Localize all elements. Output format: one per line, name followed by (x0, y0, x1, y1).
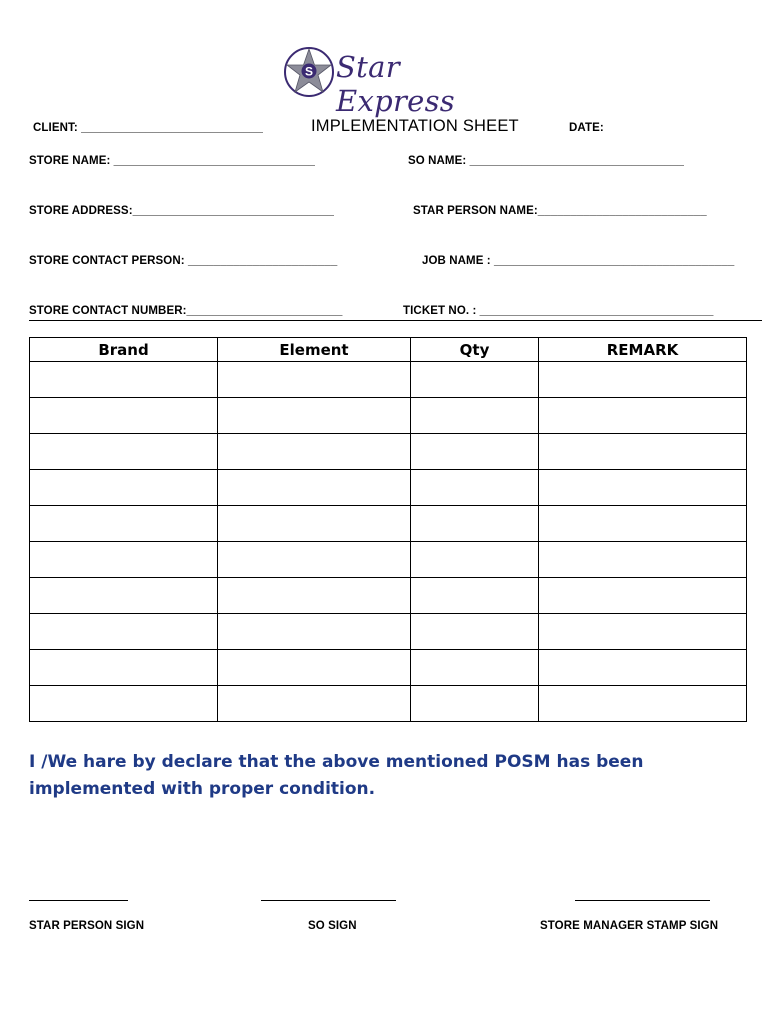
table-cell-remark[interactable] (539, 398, 747, 434)
logo-letter: S (304, 64, 314, 79)
table-cell-brand[interactable] (30, 362, 218, 398)
so-sign-label: SO SIGN (308, 920, 357, 932)
table-cell-qty[interactable] (411, 506, 539, 542)
table-cell-qty[interactable] (411, 686, 539, 722)
table-cell-remark[interactable] (539, 506, 747, 542)
table-cell-remark[interactable] (539, 686, 747, 722)
table-cell-element[interactable] (218, 398, 411, 434)
table-cell-brand[interactable] (30, 398, 218, 434)
table-row (30, 614, 747, 650)
implementation-table (29, 337, 747, 722)
store-name-field[interactable]: STORE NAME: _______________________________ (29, 155, 316, 167)
ticket-no-field[interactable]: TICKET NO. : ____________________________________ (403, 305, 714, 317)
table-cell-brand[interactable] (30, 470, 218, 506)
job-name-field[interactable]: JOB NAME : _____________________________________ (422, 255, 735, 267)
table-cell-remark[interactable] (539, 470, 747, 506)
table-cell-remark[interactable] (539, 542, 747, 578)
table-cell-qty[interactable] (411, 650, 539, 686)
so-name-field[interactable]: SO NAME: _________________________________ (408, 155, 684, 167)
table-cell-remark[interactable] (539, 434, 747, 470)
table-body (30, 362, 747, 722)
table-cell-brand[interactable] (30, 614, 218, 650)
table-cell-brand[interactable] (30, 650, 218, 686)
star-person-name-field[interactable]: STAR PERSON NAME:__________________________ (413, 205, 707, 217)
table-row (30, 686, 747, 722)
table-cell-qty[interactable] (411, 434, 539, 470)
table-cell-element[interactable] (218, 542, 411, 578)
client-field[interactable]: CLIENT: ____________________________ (33, 122, 263, 134)
table-cell-remark[interactable] (539, 362, 747, 398)
so-sign-line (261, 900, 396, 901)
star-express-logo (283, 46, 498, 118)
table-header-row (30, 338, 747, 362)
table-cell-brand[interactable] (30, 542, 218, 578)
table-cell-element[interactable] (218, 614, 411, 650)
table-row (30, 506, 747, 542)
table-row (30, 578, 747, 614)
table-cell-element[interactable] (218, 686, 411, 722)
column-header-element: Element (218, 338, 411, 362)
column-header-brand: Brand (30, 338, 218, 362)
table-cell-element[interactable] (218, 434, 411, 470)
table-row (30, 362, 747, 398)
column-header-remark: REMARK (539, 338, 747, 362)
column-header-qty: Qty (411, 338, 539, 362)
brand-name: Star Express (336, 50, 455, 118)
table-cell-element[interactable] (218, 650, 411, 686)
table-cell-qty[interactable] (411, 578, 539, 614)
table-cell-qty[interactable] (411, 398, 539, 434)
store-contact-person-field[interactable]: STORE CONTACT PERSON: _______________________ (29, 255, 338, 267)
table-cell-element[interactable] (218, 578, 411, 614)
store-address-field[interactable]: STORE ADDRESS:_______________________________ (29, 205, 335, 217)
table-cell-element[interactable] (218, 470, 411, 506)
declaration-text: I /We hare by declare that the above mentioned POSM has been implemented with proper condition. (29, 752, 644, 799)
table-cell-qty[interactable] (411, 362, 539, 398)
table-cell-element[interactable] (218, 506, 411, 542)
table-cell-qty[interactable] (411, 542, 539, 578)
star-person-sign-label: STAR PERSON SIGN (29, 920, 145, 932)
table-cell-remark[interactable] (539, 650, 747, 686)
star-logo-icon (283, 46, 335, 98)
table-cell-brand[interactable] (30, 578, 218, 614)
store-manager-sign-label: STORE MANAGER STAMP SIGN (540, 920, 719, 932)
date-field[interactable]: DATE: (569, 122, 604, 134)
table-row (30, 650, 747, 686)
store-manager-sign-line (575, 900, 710, 901)
star-person-sign-line (29, 900, 128, 901)
store-contact-number-field[interactable]: STORE CONTACT NUMBER:________________________ (29, 305, 343, 317)
table-cell-brand[interactable] (30, 434, 218, 470)
table-row (30, 398, 747, 434)
table-cell-element[interactable] (218, 362, 411, 398)
section-divider (29, 320, 762, 321)
table-cell-qty[interactable] (411, 614, 539, 650)
table-cell-brand[interactable] (30, 686, 218, 722)
page-title: IMPLEMENTATION SHEET (311, 117, 519, 135)
table-cell-qty[interactable] (411, 470, 539, 506)
table-row (30, 542, 747, 578)
table-row (30, 470, 747, 506)
table-cell-remark[interactable] (539, 578, 747, 614)
table-row (30, 434, 747, 470)
table-cell-remark[interactable] (539, 614, 747, 650)
table-cell-brand[interactable] (30, 506, 218, 542)
